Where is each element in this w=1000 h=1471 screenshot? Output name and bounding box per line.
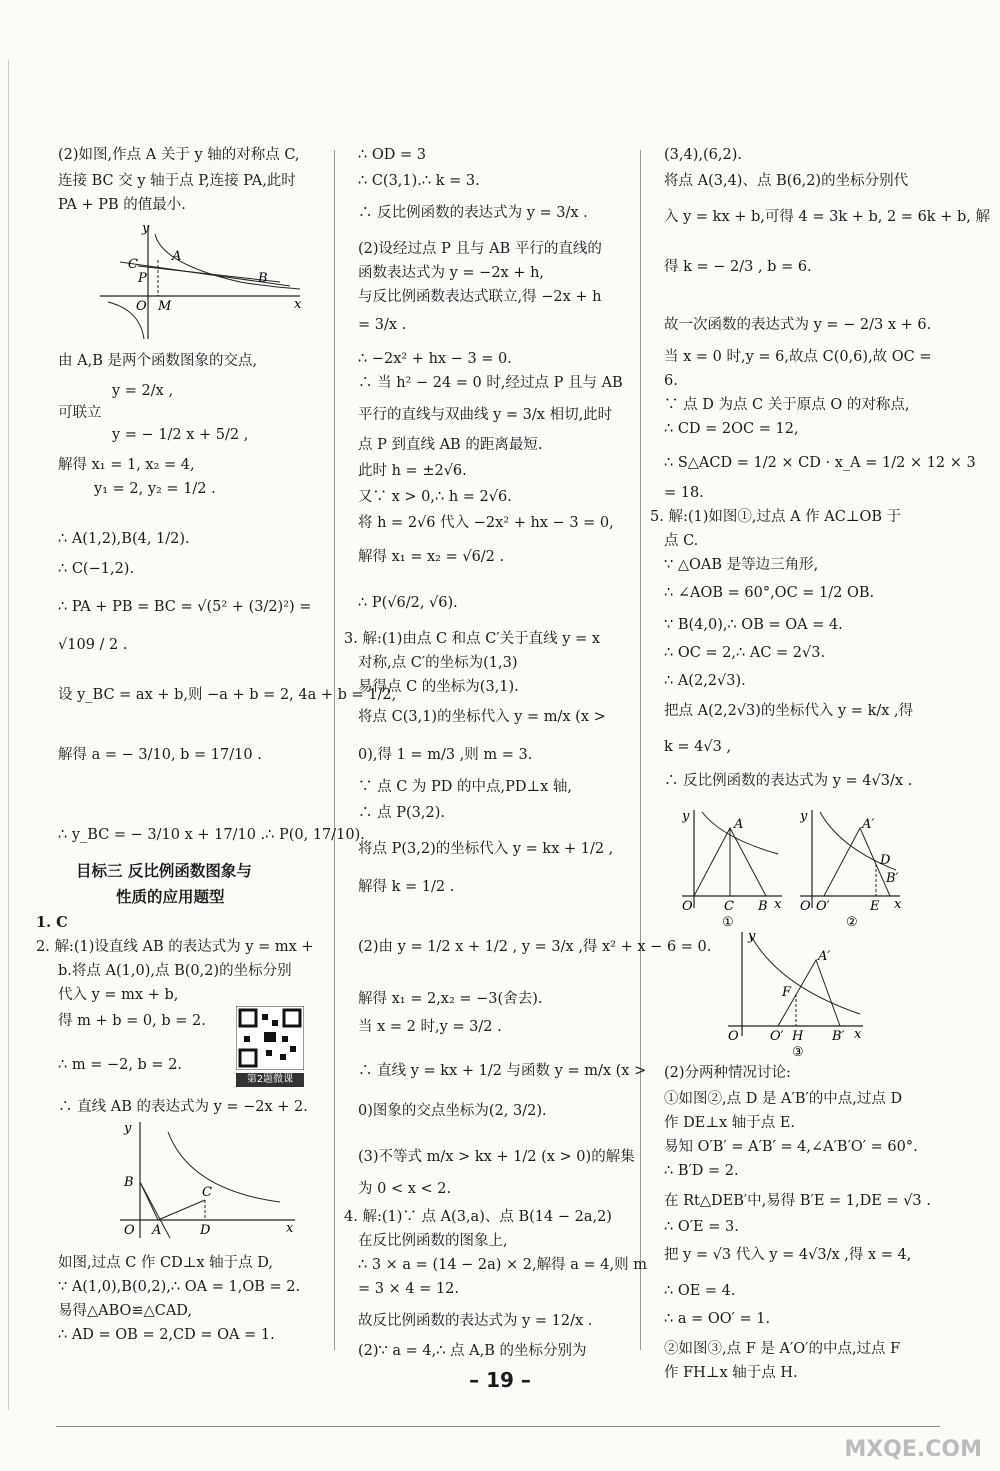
fig4-label-e: E (870, 899, 880, 914)
fig1-label-m: M (158, 299, 172, 314)
fig5-label-a-prime: A′ (818, 949, 831, 964)
text-line: ∴ 反比例函数的表达式为 y = 4√3/x . (664, 773, 913, 789)
fig4-label-x: x (894, 897, 902, 912)
page-edge (8, 60, 9, 1410)
text-line: ∴ −2x² + hx − 3 = 0. (358, 351, 512, 367)
text-line: ∵ 点 D 为点 C 关于原点 O 的对称点, (664, 397, 910, 413)
text-line: ∴ 直线 y = kx + 1/2 与函数 y = m/x (x > (358, 1063, 647, 1079)
text-line: 解得 a = − 3/10, b = 17/10 . (58, 747, 262, 763)
text-line: ∵ A(1,0),B(0,2),∴ OA = 1,OB = 2. (58, 1279, 301, 1295)
text-line: ②如图③,点 F 是 A′O′的中点,过点 F (664, 1341, 901, 1357)
text-line: y₁ = 2, y₂ = 1/2 . (94, 481, 216, 497)
fig3-label-b: B (758, 899, 768, 914)
text-line: 解得 x₁ = x₂ = √6/2 . (358, 549, 505, 565)
text-line: 如图,过点 C 作 CD⊥x 轴于点 D, (58, 1255, 273, 1271)
text-line: 由 A,B 是两个函数图象的交点, (58, 353, 258, 369)
fig2-label-a: A (152, 1223, 162, 1238)
figure-2 (120, 1120, 300, 1240)
text-line: 将点 A(3,4)、点 B(6,2)的坐标分别代 (664, 173, 909, 189)
text-line: ∴ C(−1,2). (58, 561, 135, 577)
qr-caption: 第2题微课 (236, 1073, 304, 1087)
text-line: 得 m + b = 0, b = 2. (58, 1013, 206, 1029)
text-line: 点 P 到直线 AB 的距离最短. (358, 437, 543, 453)
column-divider (334, 150, 335, 1350)
text-line: 2. 解:(1)设直线 AB 的表达式为 y = mx + (36, 939, 314, 955)
text-line: ∴ y_BC = − 3/10 x + 17/10 .∴ P(0, 17/10). (58, 827, 365, 843)
text-line: y = − 1/2 x + 5/2 , (112, 427, 249, 443)
text-line: 易知 O′B′ = A′B′ = 4,∠A′B′O′ = 60°. (664, 1139, 918, 1155)
fig5-number: ③ (792, 1045, 804, 1058)
text-line: (2)如图,作点 A 关于 y 轴的对称点 C, (58, 147, 300, 163)
text-line: 将 h = 2√6 代入 −2x² + hx − 3 = 0, (358, 515, 614, 531)
fig4-label-y: y (800, 809, 808, 824)
fig1-label-y: y (142, 224, 150, 236)
fig4-label-o: O (800, 899, 811, 914)
figure-5 (728, 930, 868, 1058)
text-line: 对称,点 C′的坐标为(1,3) (358, 655, 518, 671)
text-line: 解得 k = 1/2 . (358, 879, 455, 895)
fig4-label-d: D (880, 853, 891, 868)
text-line: 函数表达式为 y = −2x + h, (358, 265, 545, 281)
text-line: √109 / 2 . (58, 637, 128, 653)
qr-code[interactable] (236, 1006, 304, 1088)
fig1-label-a: A (172, 249, 182, 264)
text-line: 易得△ABO≌△CAD, (58, 1303, 193, 1319)
fig5-label-b-prime: B′ (832, 1029, 845, 1044)
text-line: = 3/x . (358, 317, 407, 333)
fig1-label-b: B (258, 271, 268, 286)
text-line: ∵ B(4,0),∴ OB = OA = 4. (664, 617, 843, 633)
text-line: b.将点 A(1,0),点 B(0,2)的坐标分别 (58, 963, 292, 979)
fig5-label-y: y (748, 930, 756, 944)
fig4-label-a-prime: A′ (862, 817, 875, 832)
text-line: ∴ P(√6/2, √6). (358, 595, 458, 611)
text-line: ∴ 当 h² − 24 = 0 时,经过点 P 且与 AB (358, 375, 623, 391)
text-line: 将点 P(3,2)的坐标代入 y = kx + 1/2 , (358, 841, 614, 857)
text-line: = 18. (664, 485, 704, 501)
text-line: ∴ 3 × a = (14 − 2a) × 2,解得 a = 4,则 m (358, 1257, 647, 1273)
text-line: 易得点 C 的坐标为(3,1). (358, 679, 519, 695)
text-line: 设 y_BC = ax + b,则 −a + b = 2, 4a + b = 1/2, (58, 687, 397, 703)
fig2-label-d: D (200, 1223, 211, 1238)
fig1-label-p: P (138, 271, 147, 286)
fig5-label-f: F (782, 985, 792, 1000)
figure-3 (682, 808, 792, 928)
text-line: 得 k = − 2/3 , b = 6. (664, 259, 812, 275)
text-line: 代入 y = mx + b, (58, 987, 179, 1003)
page-number: – 19 – (469, 1368, 531, 1392)
text-line: (3)不等式 m/x > kx + 1/2 (x > 0)的解集 (358, 1149, 635, 1165)
fig2-label-c: C (202, 1185, 212, 1200)
text-line: 可联立 (58, 405, 102, 421)
text-line: 此时 h = ±2√6. (358, 463, 467, 479)
text-line: ∴ B′D = 2. (664, 1163, 739, 1179)
section-heading: 性质的应用题型 (116, 888, 225, 906)
text-line: y = 2/x , (112, 383, 174, 399)
text-line: 4. 解:(1)∵ 点 A(3,a)、点 B(14 − 2a,2) (344, 1209, 612, 1225)
text-line: 入 y = kx + b,可得 4 = 3k + b, 2 = 6k + b, 解 (664, 209, 990, 225)
fig3-label-o: O (682, 899, 693, 914)
text-line: ∵ 点 C 为 PD 的中点,PD⊥x 轴, (358, 779, 573, 795)
column-divider (640, 150, 641, 1350)
fig2-label-x: x (286, 1221, 294, 1236)
text-line: ∴ C(3,1).∴ k = 3. (358, 173, 480, 189)
text-line: 0)图象的交点坐标为(2, 3/2). (358, 1103, 547, 1119)
figure-4 (800, 808, 910, 928)
fig2-label-b: B (124, 1175, 134, 1190)
figure-1 (100, 224, 310, 342)
text-line: ∴ O′E = 3. (664, 1219, 739, 1235)
text-line: 在 Rt△DEB′中,易得 B′E = 1,DE = √3 . (664, 1193, 931, 1209)
fig3-label-c: C (724, 899, 734, 914)
text-line: 0),得 1 = m/3 ,则 m = 3. (358, 747, 533, 763)
text-line: 3. 解:(1)由点 C 和点 C′关于直线 y = x (344, 631, 601, 647)
section-heading: 目标三 反比例函数图象与 (76, 862, 252, 880)
fig1-label-x: x (294, 297, 302, 312)
text-line: 故反比例函数的表达式为 y = 12/x . (358, 1313, 593, 1329)
text-line: (3,4),(6,2). (664, 147, 742, 163)
footer-rule (56, 1426, 940, 1427)
text-line: 为 0 < x < 2. (358, 1181, 452, 1197)
text-line: ∴ a = OO′ = 1. (664, 1311, 771, 1327)
text-line: (2)设经过点 P 且与 AB 平行的直线的 (358, 241, 602, 257)
text-line: ∴ A(1,2),B(4, 1/2). (58, 531, 190, 547)
fig2-label-o: O (124, 1223, 135, 1238)
text-line: 把点 A(2,2√3)的坐标代入 y = k/x ,得 (664, 703, 914, 719)
text-line: 6. (664, 373, 678, 389)
text-line: 故一次函数的表达式为 y = − 2/3 x + 6. (664, 317, 932, 333)
text-line: ∴ PA + PB = BC = √(5² + (3/2)²) = (58, 599, 312, 615)
fig1-label-o: O (136, 299, 147, 314)
fig3-number: ① (722, 915, 734, 928)
text-line: ∴ OD = 3 (358, 147, 426, 163)
text-line: ∴ ∠AOB = 60°,OC = 1/2 OB. (664, 585, 875, 601)
text-line: ∵ △OAB 是等边三角形, (664, 557, 819, 573)
fig3-label-a: A (734, 817, 744, 832)
text-line: ∴ 反比例函数的表达式为 y = 3/x . (358, 205, 588, 221)
fig3-label-x: x (774, 897, 782, 912)
text-line: = 3 × 4 = 12. (358, 1281, 460, 1297)
text-line: 在反比例函数的图象上, (358, 1233, 508, 1249)
fig3-label-y: y (682, 809, 690, 824)
text-line: ∴ 直线 AB 的表达式为 y = −2x + 2. (58, 1099, 308, 1115)
text-line: 将点 C(3,1)的坐标代入 y = m/x (x > (358, 709, 606, 725)
text-line: (2)∵ a = 4,∴ 点 A,B 的坐标分别为 (358, 1343, 587, 1359)
fig1-label-c: C (128, 257, 138, 272)
text-line: 5. 解:(1)如图①,过点 A 作 AC⊥OB 于 (650, 509, 902, 525)
text-line: 解得 x₁ = 1, x₂ = 4, (58, 457, 195, 473)
text-line: 作 DE⊥x 轴于点 E. (664, 1115, 796, 1131)
fig2-label-y: y (124, 1121, 132, 1136)
fig5-label-x: x (854, 1027, 862, 1042)
watermark-text: MXQE.COM (844, 1437, 982, 1462)
fig5-label-o-prime: O′ (770, 1029, 784, 1044)
text-line: ①如图②,点 D 是 A′B′的中点,过点 D (664, 1091, 903, 1107)
qr-code-icon (236, 1006, 304, 1070)
text-line: ∴ OE = 4. (664, 1283, 736, 1299)
text-line: 又∵ x > 0,∴ h = 2√6. (358, 489, 512, 505)
fig4-label-o-prime: O′ (816, 899, 830, 914)
fig5-label-o: O (728, 1029, 739, 1044)
text-line: 平行的直线与双曲线 y = 3/x 相切,此时 (358, 407, 613, 423)
text-line: 与反比例函数表达式联立,得 −2x + h (358, 289, 602, 305)
text-line: 点 C. (664, 533, 699, 549)
fig4-label-b-prime: B′ (886, 871, 899, 886)
text-line: ∴ CD = 2OC = 12, (664, 421, 799, 437)
fig4-number: ② (846, 915, 858, 928)
text-line: ∴ AD = OB = 2,CD = OA = 1. (58, 1327, 275, 1343)
text-line: ∴ OC = 2,∴ AC = 2√3. (664, 645, 826, 661)
text-line: (2)由 y = 1/2 x + 1/2 , y = 3/x ,得 x² + x − 6 = 0. (358, 939, 712, 955)
text-line: 当 x = 0 时,y = 6,故点 C(0,6),故 OC = (664, 349, 932, 365)
text-line: 1. C (36, 914, 68, 931)
text-line: k = 4√3 , (664, 739, 732, 755)
text-line: 连接 BC 交 y 轴于点 P,连接 PA,此时 (58, 173, 296, 189)
text-line: PA + PB 的值最小. (58, 197, 186, 213)
text-line: 解得 x₁ = 2,x₂ = −3(舍去). (358, 991, 543, 1007)
text-line: ∴ A(2,2√3). (664, 673, 746, 689)
fig5-label-h: H (792, 1029, 804, 1044)
text-line: 当 x = 2 时,y = 3/2 . (358, 1019, 502, 1035)
text-line: ∴ m = −2, b = 2. (58, 1057, 183, 1073)
text-line: ∴ S△ACD = 1/2 × CD · x_A = 1/2 × 12 × 3 (664, 455, 976, 471)
text-line: 作 FH⊥x 轴于点 H. (664, 1365, 798, 1381)
text-line: (2)分两种情况讨论: (664, 1065, 791, 1081)
text-line: ∴ 点 P(3,2). (358, 805, 445, 821)
text-line: 把 y = √3 代入 y = 4√3/x ,得 x = 4, (664, 1247, 912, 1263)
